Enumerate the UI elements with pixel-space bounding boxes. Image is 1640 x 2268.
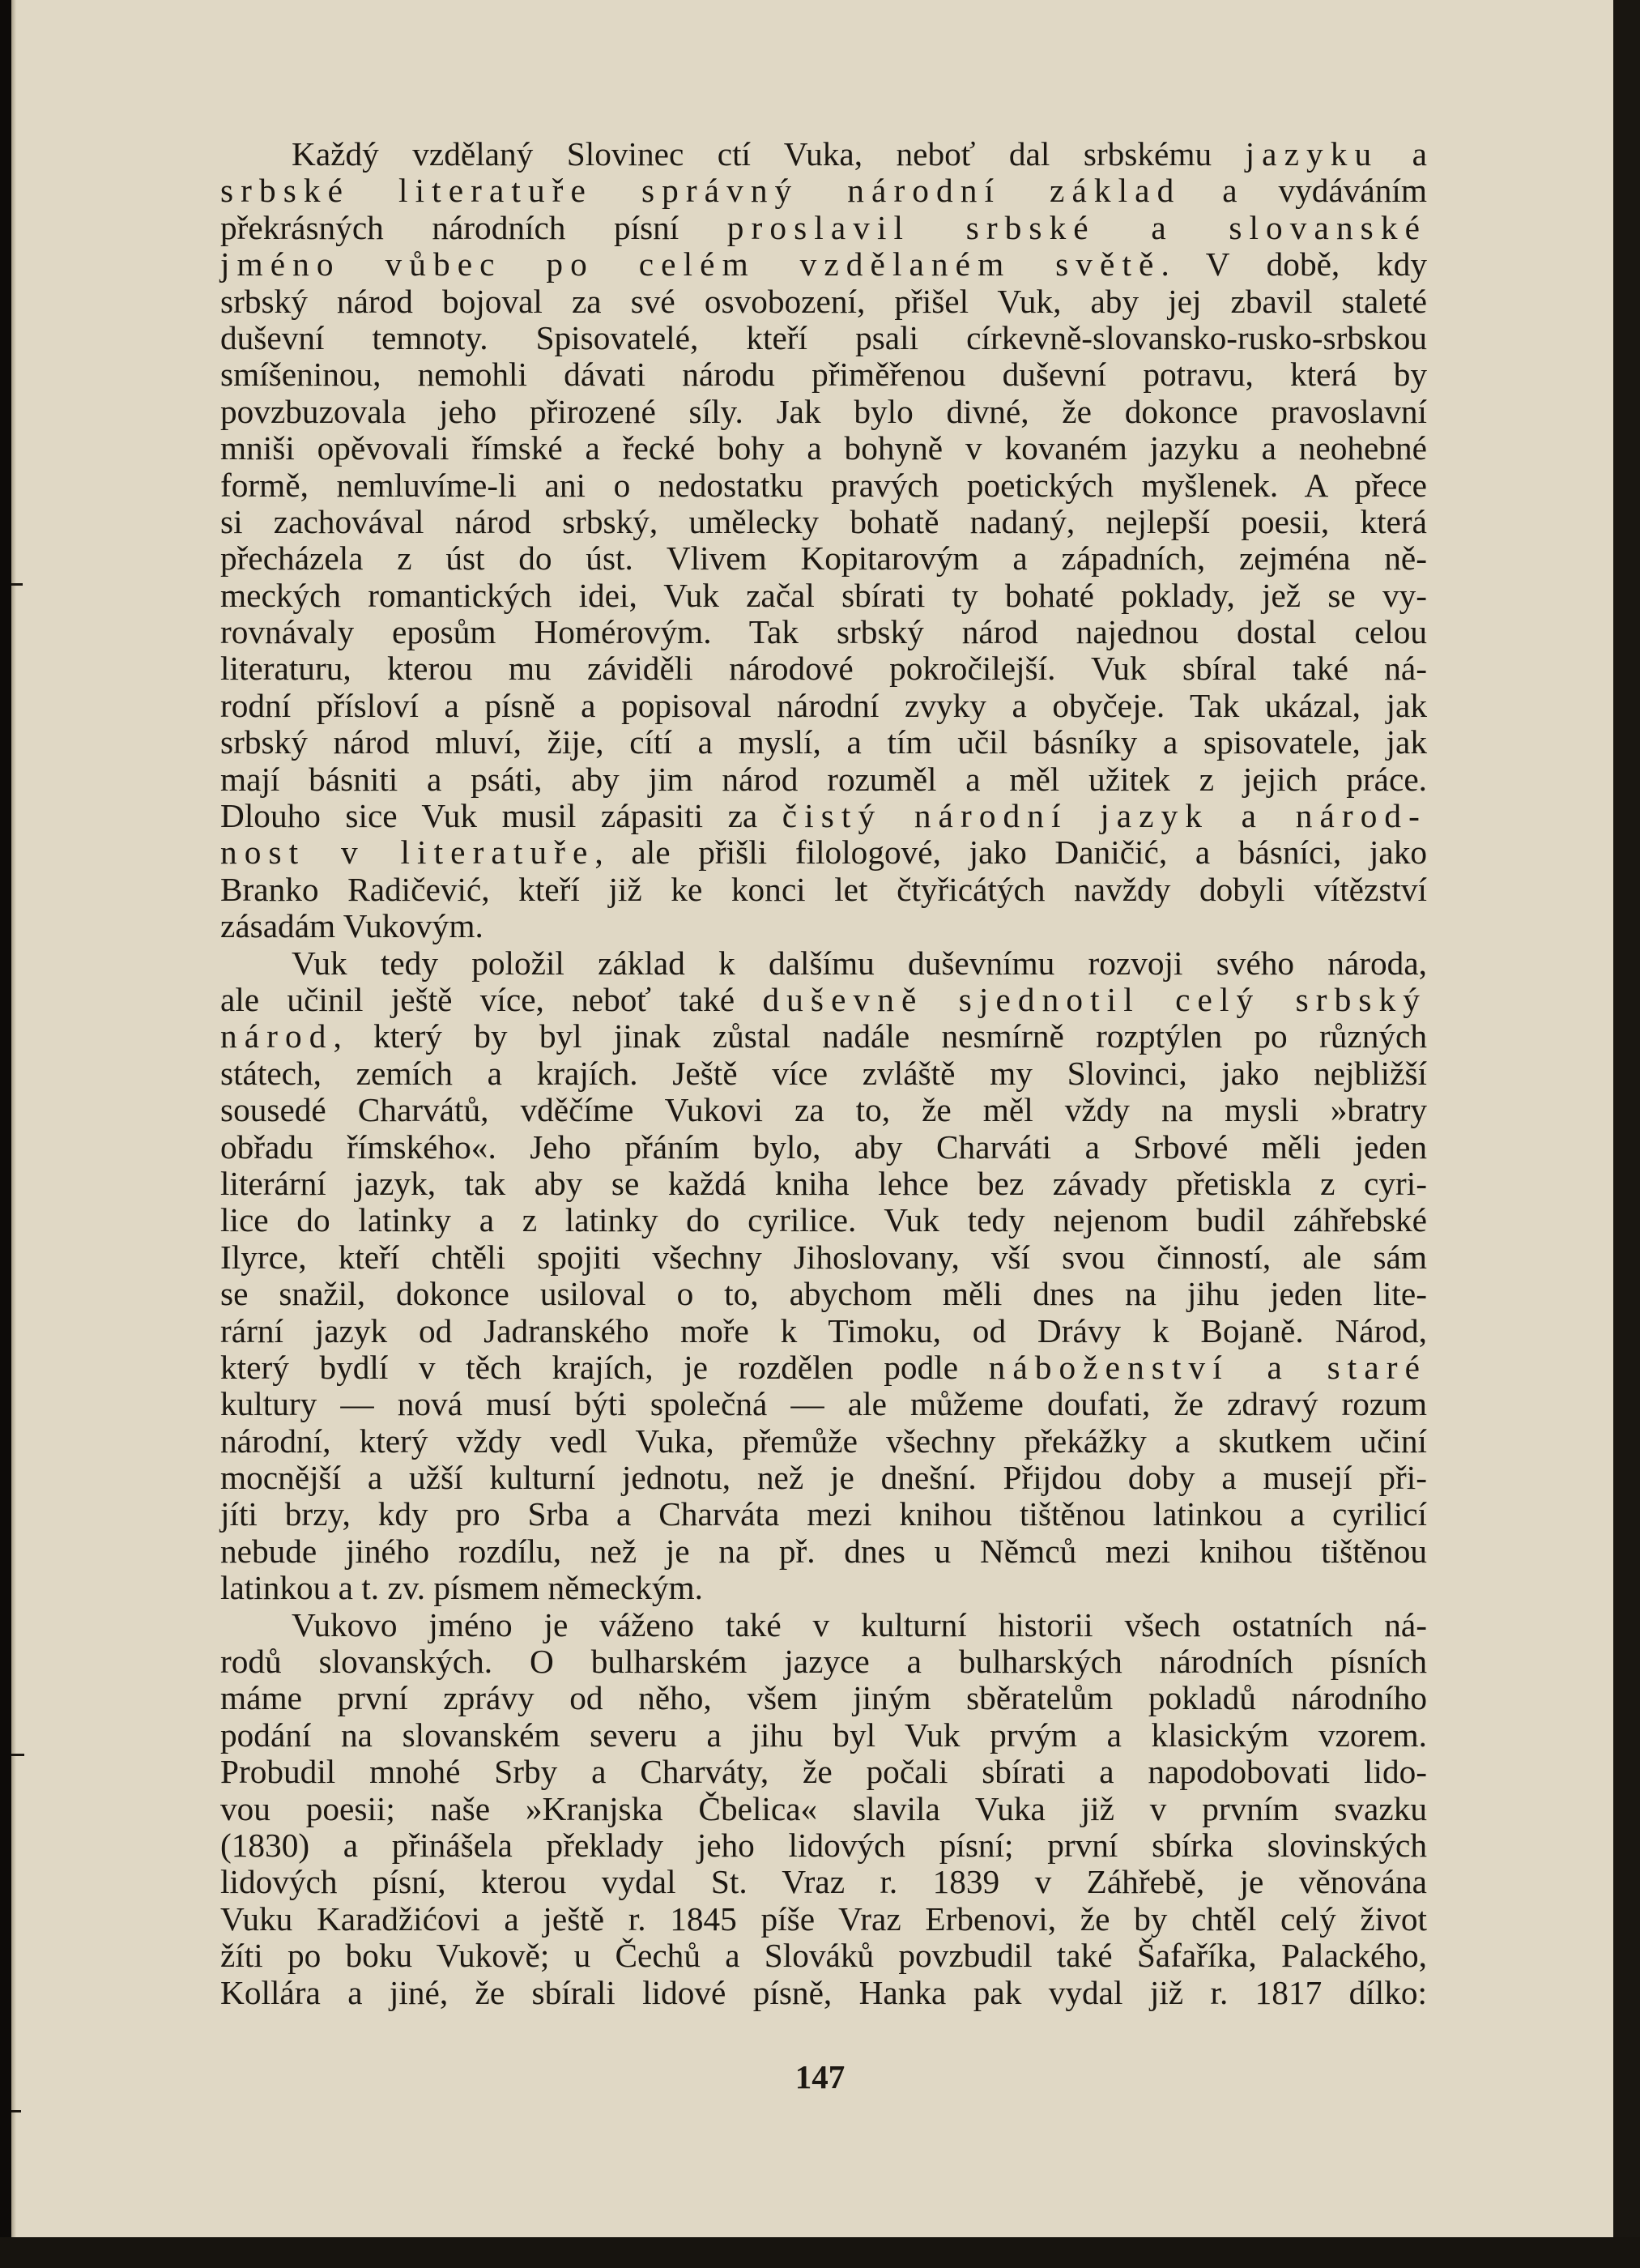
text-segment: (1830) a přinášela překlady jeho lidových písní; první sbírka slovinských xyxy=(220,1826,1427,1864)
text-line xyxy=(220,1680,1427,1716)
text-segment: srbský národ mluví, žije, cítí a myslí, a tím učil básníky a spisovatele, jak xyxy=(220,723,1427,761)
text-segment: duševní temnoty. Spisovatelé, kteří psali církevně-slovansko-rusko-srbskou xyxy=(220,318,1427,356)
text-segment: latinkou a t. zv. písmem německým. xyxy=(220,1569,703,1607)
text-line xyxy=(220,1276,1427,1312)
text-line xyxy=(220,872,1427,908)
text-line xyxy=(220,173,1427,209)
text-segment: Ilyrce, kteří chtěli spojiti všechny Jihoslovany, vší svou činností, ale sám xyxy=(220,1238,1427,1276)
page-gutter-shadow xyxy=(11,0,16,2237)
text-segment: zásadám Vukovým. xyxy=(220,907,483,945)
text-line xyxy=(220,688,1427,724)
spaced-emphasis: jméno vůbec po celém vzdělaném světě xyxy=(220,245,1161,284)
text-segment: rární jazyk od Jadranského moře k Timoku, od Drávy k Bojaně. Národ, xyxy=(220,1311,1427,1349)
page-left-edge xyxy=(0,0,11,2268)
text-line xyxy=(220,1423,1427,1460)
text-segment: lidových písní, kterou vydal St. Vraz r. 1839 v Záhřebě, je věnována xyxy=(220,1863,1427,1901)
text-segment: lice do latinky a z latinky do cyrilice. Vuk tedy nejenom budil záhřebské xyxy=(220,1201,1427,1239)
text-line xyxy=(220,1607,1427,1643)
text-segment: jíti brzy, kdy pro Srba a Charváta mezi knihou tištěnou latinkou a cyrilicí xyxy=(220,1495,1427,1533)
text-line xyxy=(220,1166,1427,1202)
text-line xyxy=(220,614,1427,650)
text-line xyxy=(220,1460,1427,1496)
text-segment: mocnější a užší kulturní jednotu, než je dnešní. Přijdou doby a musejí při- xyxy=(220,1459,1427,1497)
text-line xyxy=(220,1018,1427,1055)
text-segment: povzbuzovala jeho přirozené síly. Jak bylo divné, že dokonce pravoslavní xyxy=(220,392,1427,430)
spaced-emphasis: nost v literatuře xyxy=(220,833,595,872)
text-segment: . V době, kdy xyxy=(1161,245,1427,284)
text-segment: ale učinil ještě více, neboť také xyxy=(220,980,763,1018)
text-segment: Kollára a jiné, že sbírali lidové písně, Hanka pak vydal již r. 1817 dílko: xyxy=(220,1973,1427,2011)
text-line xyxy=(220,1717,1427,1754)
text-line xyxy=(220,1055,1427,1092)
text-line xyxy=(220,1349,1427,1386)
text-line xyxy=(220,1938,1427,1974)
text-segment: , který by byl jinak zůstal nadále nesmírně rozptýlen po různých xyxy=(333,1017,1427,1055)
spaced-emphasis: náboženství a staré xyxy=(988,1348,1427,1386)
text-line xyxy=(220,1570,1427,1606)
text-segment: si zachovával národ srbský, umělecky bohatě nadaný, nejlepší poesii, která xyxy=(220,502,1427,540)
text-line xyxy=(220,761,1427,798)
text-line xyxy=(220,1643,1427,1680)
text-segment: překrásných národních písní xyxy=(220,208,727,246)
text-segment: obřadu římského«. Jeho přáním bylo, aby Charváti a Srbové měli jeden xyxy=(220,1128,1427,1166)
text-segment: který bydlí v těch krajích, je rozdělen podle xyxy=(220,1348,989,1386)
text-line xyxy=(220,1901,1427,1938)
text-line xyxy=(220,1386,1427,1422)
text-line xyxy=(220,1533,1427,1570)
text-line xyxy=(220,1092,1427,1128)
text-segment: srbský národ bojoval za své osvobození, přišel Vuk, aby jej zbavil staleté xyxy=(220,282,1427,320)
text-line xyxy=(220,1313,1427,1349)
text-line xyxy=(220,246,1427,283)
text-line xyxy=(220,1129,1427,1166)
text-line xyxy=(220,356,1427,393)
margin-mark xyxy=(11,583,23,586)
text-segment: žíti po boku Vukově; u Čechů a Slováků povzbudil také Šafaříka, Palackého, xyxy=(220,1937,1427,1975)
text-segment: podání na slovanském severu a jihu byl Vuk prvým a klasickým vzorem. xyxy=(220,1716,1427,1754)
text-segment: rodů slovanských. O bulharském jazyce a bulharských národních písních xyxy=(220,1643,1427,1681)
text-line xyxy=(220,945,1427,982)
scan-bottom-border xyxy=(0,2237,1640,2268)
text-segment: Branko Radičević, kteří již ke konci let čtyřicátých navždy dobyli vítězství xyxy=(220,870,1427,908)
page-number: 147 xyxy=(794,2058,846,2095)
text-segment: přecházela z úst do úst. Vlivem Kopitarovým a západních, zejména ně- xyxy=(220,539,1427,578)
text-line xyxy=(220,430,1427,467)
text-segment: sousedé Charvátů, vděčíme Vukovi za to, že měl vždy na mysli »bratry xyxy=(220,1091,1427,1129)
text-segment: kultury — nová musí býti společná — ale můžeme doufati, že zdravý rozum xyxy=(220,1385,1427,1423)
text-line xyxy=(220,210,1427,246)
text-segment: smíšeninou, nemohli dávati národu přiměřenou duševní potravu, která by xyxy=(220,356,1427,394)
text-segment: mají básniti a psáti, aby jim národ rozuměl a měl užitek z jejich práce. xyxy=(220,760,1427,798)
text-segment: Každý vzdělaný Slovinec ctí Vuka, neboť dal srbskému xyxy=(292,135,1246,173)
spaced-emphasis: národ xyxy=(220,1017,334,1055)
text-segment: se snažil, dokonce usiloval o to, abychom měli dnes na jihu jeden lite- xyxy=(220,1275,1427,1313)
text-line xyxy=(220,982,1427,1018)
text-segment: literární jazyk, tak aby se každá kniha lehce bez závady přetiskla z cyri- xyxy=(220,1164,1427,1202)
spaced-emphasis: duševně sjednotil celý srbský xyxy=(762,980,1428,1018)
text-segment: Vukovo jméno je váženo také v kulturní historii všech ostatních ná- xyxy=(292,1605,1427,1643)
text-line xyxy=(220,724,1427,761)
text-line xyxy=(220,1791,1427,1827)
text-line xyxy=(220,578,1427,614)
text-line xyxy=(220,908,1427,944)
text-segment: rodní přísloví a písně a popisoval národní zvyky a obyčeje. Tak ukázal, jak xyxy=(220,686,1427,724)
text-segment: formě, nemluvíme-li ani o nedostatku pravých poetických myšlenek. A přece xyxy=(220,466,1427,504)
text-line xyxy=(220,1754,1427,1790)
spaced-emphasis: proslavil srbské a slovanské xyxy=(726,208,1427,246)
text-line xyxy=(220,1496,1427,1533)
text-segment: Dlouho sice Vuk musil zápasiti za xyxy=(220,797,782,835)
spaced-emphasis: čistý národní jazyk a národ- xyxy=(782,797,1428,835)
text-line xyxy=(220,1975,1427,2011)
text-segment: rovnávaly eposům Homérovým. Tak srbský národ najednou dostal celou xyxy=(220,613,1427,651)
text-line xyxy=(220,320,1427,356)
spaced-emphasis: srbské literatuře správný národní základ xyxy=(220,172,1182,210)
text-segment: a xyxy=(1378,135,1428,173)
margin-mark xyxy=(11,2110,21,2112)
scan-right-border xyxy=(1613,0,1640,2268)
text-line xyxy=(220,136,1427,173)
text-segment: Vuku Karadžićovi a ještě r. 1845 píše Vraz Erbenovi, že by chtěl celý život xyxy=(220,1899,1427,1938)
text-line xyxy=(220,1864,1427,1900)
text-segment: Probudil mnohé Srby a Charváty, že počali sbírati a napodobovati lido- xyxy=(220,1753,1427,1791)
text-line xyxy=(220,834,1427,871)
text-segment: národní, který vždy vedl Vuka, přemůže všechny překážky a skutkem učiní xyxy=(220,1422,1427,1460)
text-line xyxy=(220,1202,1427,1238)
margin-mark xyxy=(11,1754,24,1756)
text-segment: nebude jiného rozdílu, než je na př. dnes u Němců mezi knihou tištěnou xyxy=(220,1532,1427,1570)
text-line xyxy=(220,467,1427,504)
text-line xyxy=(220,394,1427,430)
text-line xyxy=(220,504,1427,540)
spaced-emphasis: jazyku xyxy=(1245,135,1379,173)
body-text xyxy=(220,136,1427,2011)
text-line xyxy=(220,1239,1427,1276)
text-line xyxy=(220,650,1427,687)
text-line xyxy=(220,1827,1427,1864)
text-line xyxy=(220,798,1427,834)
text-segment: a vydáváním xyxy=(1181,172,1427,210)
text-segment: , ale přišli filologové, jako Daničić, a básníci, jako xyxy=(594,833,1428,872)
text-segment: vou poesii; naše »Kranjska Čbelica« slavila Vuka již v prvním svazku xyxy=(220,1789,1427,1827)
text-line xyxy=(220,540,1427,577)
text-segment: Vuk tedy položil základ k dalšímu duševnímu rozvoji svého národa, xyxy=(292,944,1427,982)
text-segment: literaturu, kterou mu záviděli národové pokročilejší. Vuk sbíral také ná- xyxy=(220,650,1427,688)
text-line xyxy=(220,284,1427,320)
text-segment: státech, zemích a krajích. Ještě více zvláště my Slovinci, jako nejbližší xyxy=(220,1054,1427,1092)
text-segment: máme první zprávy od něho, všem jiným sběratelům pokladů národního xyxy=(220,1679,1427,1717)
text-segment: meckých romantických idei, Vuk začal sbírati ty bohaté poklady, jež se vy- xyxy=(220,576,1427,614)
text-segment: mniši opěvovali římské a řecké bohy a bohyně v kovaném jazyku a neohebné xyxy=(220,429,1427,467)
